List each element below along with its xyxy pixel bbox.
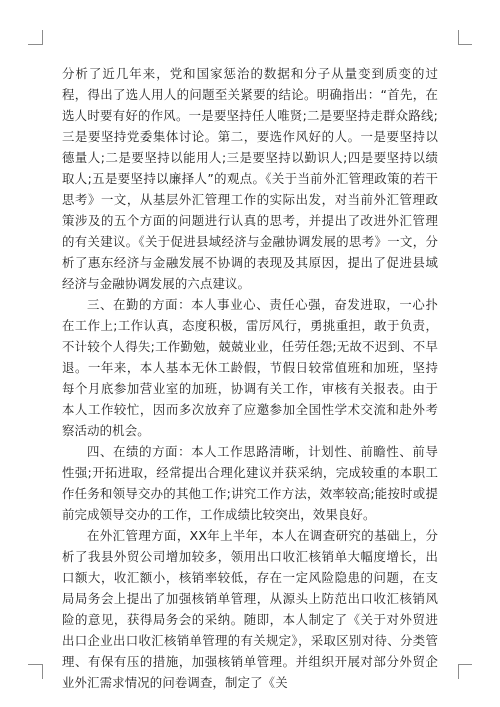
paragraph-3: 四、在绩的方面：本人工作思路清晰，计划性、前瞻性、前导性强;开拓进取，经常提出合理化建议并获采纳，完成较重的本职工作任务和领导交办的其他工作;讲究工作方法，效率较高;能按时或提前完成领导交办的工作，工作成绩比较突出，效果良好。 xyxy=(62,444,438,522)
paragraph-4: 在外汇管理方面，XX年上半年，本人在调查研究的基础上，分析了我县外贸公司增加较多，领用出口收汇核销单大幅度增长，出口额大，收汇额小，核销率较低，存在一定风险隐患的问题，在支局局务会上提出了加强核销单管理，从源头上防范出口收汇核销风险的意见，获得局务会的采纳。随即，本人制定了《关于对外贸进出口企业出口收汇核销单管理的有关规定》，采取区别对待、分类管理、有保有压的措施，加强核销单管理。并组织开展对部分外贸企业外汇需求情况的问卷调查，制定了《关 xyxy=(62,528,438,690)
document-body xyxy=(62,63,438,693)
paragraph-1: 分析了近几年来，党和国家惩治的数据和分子从量变到质变的过程，得出了选人用人的问题至关紧要的结论。明确指出：“首先，在选人时要有好的作风。一是要坚持任人唯贤;二是要坚持走群众路线;三是要坚持党委集体讨论。第二，要选作风好的人。一是要坚持以德量人;二是要坚持以能用人;三是要坚持以勤识人;四是要坚持以绩取人;五是要坚持以廉择人”的观点。《关于当前外汇管理政策的若干思考》一文，从基层外汇管理工作的实际出发，对当前外汇管理政策涉及的五个方面的问题进行认真的思考，并提出了改进外汇管理的有关建议。《关于促进县域经济与金融协调发展的思考》一文，分析了惠东经济与金融发展不协调的表现及其原因，提出了促进县域经济与金融协调发展的六点建议。 xyxy=(62,66,438,291)
paragraph-2: 三、在勤的方面：本人事业心、责任心强，奋发进取，一心扑在工作上;工作认真，态度积极，雷厉风行，勇挑重担，敢于负责，不计较个人得失;工作勤勉，兢兢业业，任劳任怨;无故不迟到、不早退。一年来，本人基本无休工龄假，节假日较常值班和加班，坚持每个月底参加营业室的加班，协调有关工作，审核有关报表。由于本人工作较忙，因而多次放弃了应邀参加全国性学术交流和赴外考察活动的机会。 xyxy=(62,297,438,438)
